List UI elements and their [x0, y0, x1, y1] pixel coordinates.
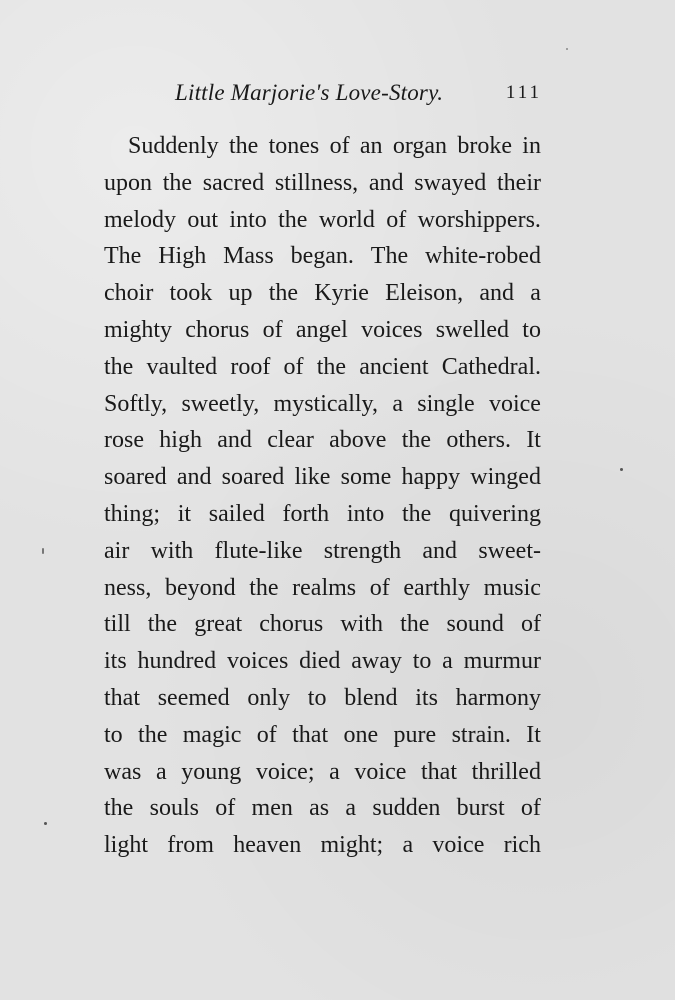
text-line: its hundred voices died away to a murmur — [104, 648, 541, 675]
text-line: that seemed only to blend its harmony — [104, 684, 541, 711]
body-text — [104, 128, 541, 864]
paper-speck — [42, 548, 44, 554]
page-number: 111 — [505, 82, 542, 103]
text-line: soared and soared like some happy winged — [104, 464, 541, 491]
text-line: the vaulted roof of the ancient Cathedral. — [104, 353, 541, 380]
paper-speck — [620, 468, 623, 471]
text-line: The High Mass began. The white-robed — [104, 243, 541, 270]
text-line: thing; it sailed forth into the quivering — [104, 500, 541, 527]
text-line: till the great chorus with the sound of — [104, 611, 541, 638]
text-line: rose high and clear above the others. It — [104, 427, 541, 454]
text-line: was a young voice; a voice that thrilled — [104, 758, 541, 785]
text-line: Softly, sweetly, mystically, a single voice — [104, 390, 541, 417]
text-line: ness, beyond the realms of earthly music — [104, 574, 541, 601]
text-line: light from heaven might; a voice rich — [104, 832, 541, 859]
text-line: mighty chorus of angel voices swelled to — [104, 316, 541, 343]
text-line: air with flute-like strength and sweet- — [104, 537, 541, 564]
text-line: upon the sacred stillness, and swayed their — [104, 169, 541, 196]
text-line: to the magic of that one pure strain. It — [104, 721, 541, 748]
running-title: Little Marjorie's Love-Story. — [175, 80, 444, 105]
text-line: choir took up the Kyrie Eleison, and a — [104, 280, 541, 307]
paper-speck — [566, 48, 568, 50]
page-header — [175, 80, 545, 114]
paper-speck — [44, 822, 47, 825]
text-line: the souls of men as a sudden burst of — [104, 795, 541, 822]
text-line: melody out into the world of worshippers. — [104, 206, 541, 233]
text-line: Suddenly the tones of an organ broke in — [128, 133, 541, 159]
